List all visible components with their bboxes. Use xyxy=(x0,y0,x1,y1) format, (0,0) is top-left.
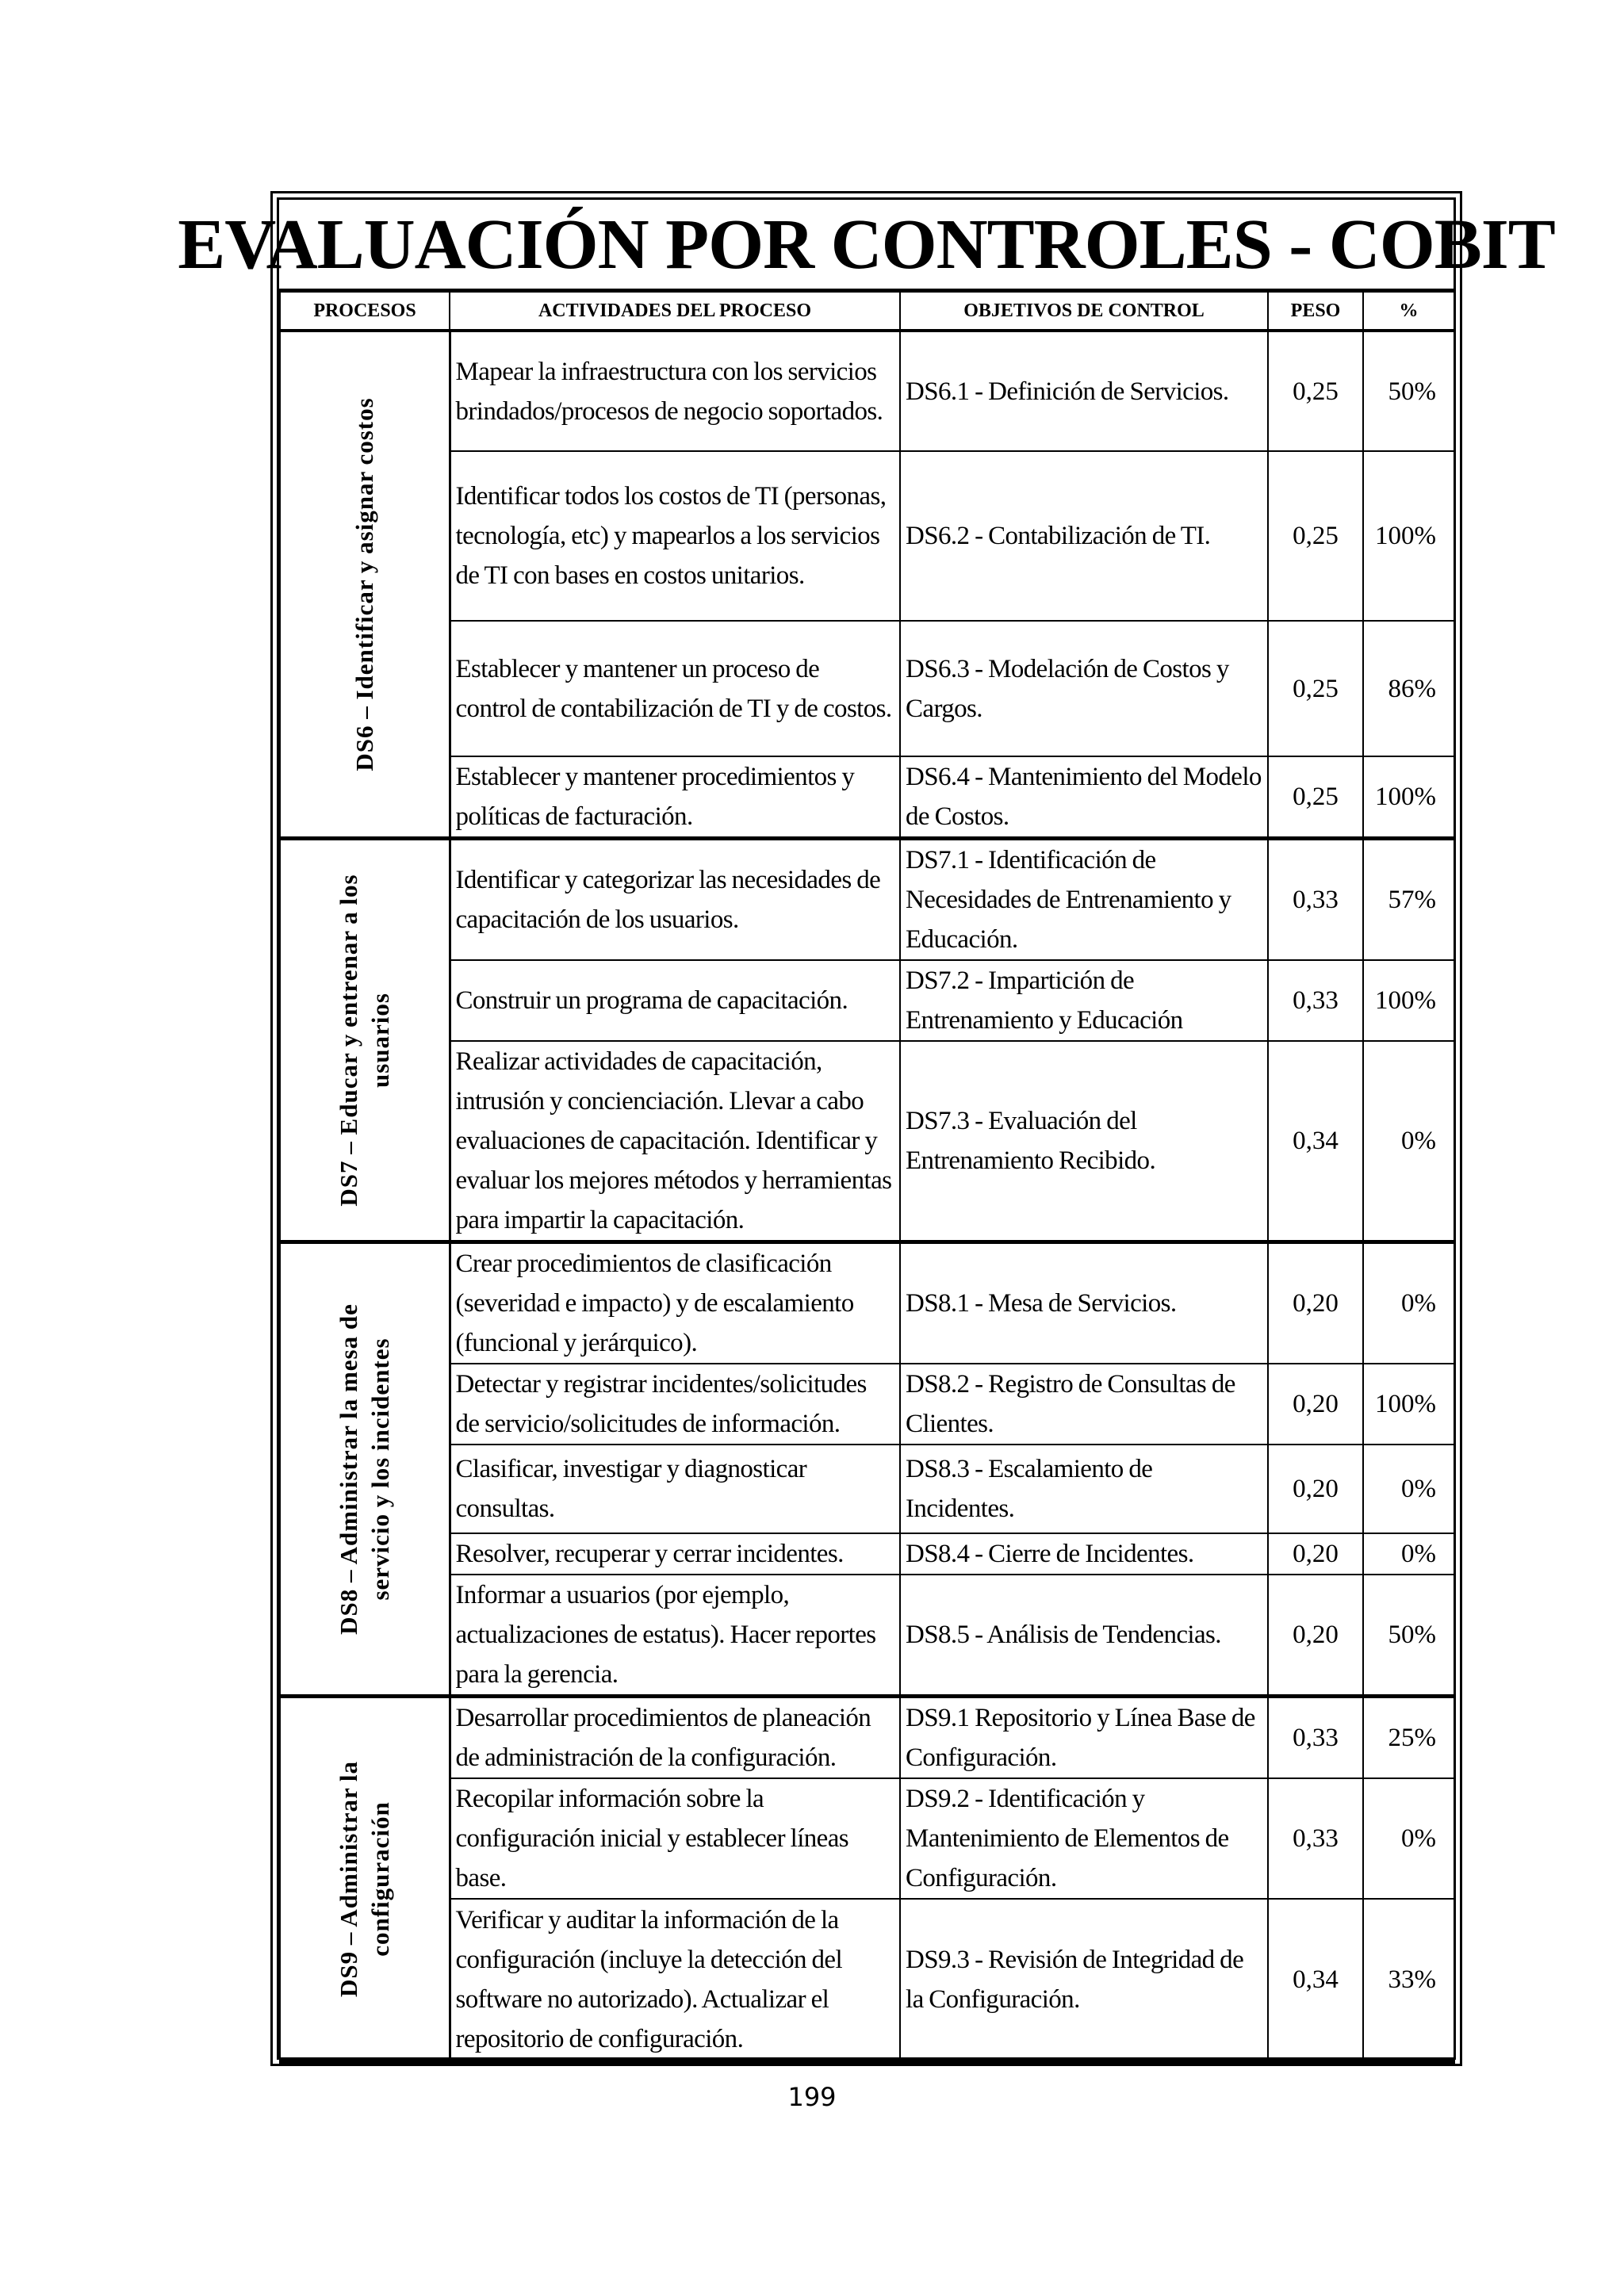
activity-cell: Detectar y registrar incidentes/solicitudes de servicio/solicitudes de información. xyxy=(450,1364,900,1445)
header-percent: % xyxy=(1363,292,1454,331)
process-cell xyxy=(280,839,450,1242)
header-actividades: ACTIVIDADES DEL PROCESO xyxy=(450,292,900,331)
activity-cell: Resolver, recuperar y cerrar incidentes. xyxy=(450,1533,900,1575)
activity-cell: Informar a usuarios (por ejemplo, actualizaciones de estatus). Hacer reportes para la gerencia. xyxy=(450,1575,900,1697)
objective-cell: DS6.4 - Mantenimiento del Modelo de Costos. xyxy=(900,756,1268,839)
table-row xyxy=(280,1697,1454,1779)
page-title: EVALUACIÓN POR CONTROLES - COBIT xyxy=(279,200,1454,291)
activity-cell: Identificar y categorizar las necesidades de capacitación de los usuarios. xyxy=(450,839,900,961)
percent-cell: 0% xyxy=(1363,1533,1454,1575)
process-label xyxy=(333,874,396,1206)
process-label xyxy=(333,1303,396,1635)
weight-cell: 0,33 xyxy=(1268,1697,1363,1779)
objective-cell: DS9.1 Repositorio y Línea Base de Configuración. xyxy=(900,1697,1268,1779)
weight-cell: 0,20 xyxy=(1268,1533,1363,1575)
header-objetivos: OBJETIVOS DE CONTROL xyxy=(900,292,1268,331)
process-label-line: configuración xyxy=(366,1800,394,1957)
table-header-row xyxy=(280,292,1454,331)
process-label-line: DS7 – Educar y entrenar a los xyxy=(334,874,362,1207)
activity-cell: Construir un programa de capacitación. xyxy=(450,960,900,1041)
process-label xyxy=(333,1761,396,1997)
activity-cell: Recopilar información sobre la configuración inicial y establecer líneas base. xyxy=(450,1778,900,1899)
table-row xyxy=(280,621,1454,756)
table-row xyxy=(280,1533,1454,1575)
objective-cell: DS8.2 - Registro de Consultas de Clientes. xyxy=(900,1364,1268,1445)
process-label-line: DS8 – Administrar la mesa de xyxy=(334,1303,362,1635)
percent-cell: 57% xyxy=(1363,839,1454,961)
page-number: 199 xyxy=(787,2082,837,2112)
percent-cell: 100% xyxy=(1363,756,1454,839)
objective-cell: DS7.1 - Identificación de Necesidades de Entrenamiento y Educación. xyxy=(900,839,1268,961)
table-row xyxy=(280,1575,1454,1697)
activity-cell: Crear procedimientos de clasificación (severidad e impacto) y de escalamiento (funcional y jerárquico). xyxy=(450,1242,900,1364)
objective-cell: DS8.5 - Análisis de Tendencias. xyxy=(900,1575,1268,1697)
weight-cell: 0,25 xyxy=(1268,621,1363,756)
percent-cell: 33% xyxy=(1363,1899,1454,2061)
activity-cell: Realizar actividades de capacitación, intrusión y concienciación. Llevar a cabo evaluaciones de capacitación. Identificar y evaluar los mejores métodos y herramientas para impartir la capacitación. xyxy=(450,1041,900,1242)
weight-cell: 0,20 xyxy=(1268,1242,1363,1364)
activity-cell: Clasificar, investigar y diagnosticar consultas. xyxy=(450,1445,900,1533)
percent-cell: 100% xyxy=(1363,960,1454,1041)
weight-cell: 0,33 xyxy=(1268,960,1363,1041)
activity-cell: Mapear la infraestructura con los servicios brindados/procesos de negocio soportados. xyxy=(450,331,900,451)
table-row xyxy=(280,451,1454,621)
percent-cell: 25% xyxy=(1363,1697,1454,1779)
process-label-line: servicio y los incidentes xyxy=(366,1337,394,1601)
objective-cell: DS8.4 - Cierre de Incidentes. xyxy=(900,1533,1268,1575)
process-label-line: DS6 – Identificar y asignar costos xyxy=(350,397,378,771)
objective-cell: DS7.2 - Impartición de Entrenamiento y Educación xyxy=(900,960,1268,1041)
cobit-evaluation-table xyxy=(279,291,1455,2064)
activity-cell: Identificar todos los costos de TI (personas, tecnología, etc) y mapearlos a los servicios de TI con bases en costos unitarios. xyxy=(450,451,900,621)
process-cell xyxy=(280,1242,450,1697)
percent-cell: 50% xyxy=(1363,1575,1454,1697)
weight-cell: 0,25 xyxy=(1268,756,1363,839)
process-label-line: DS9 – Administrar la xyxy=(334,1760,362,1997)
objective-cell: DS7.3 - Evaluación del Entrenamiento Recibido. xyxy=(900,1041,1268,1242)
weight-cell: 0,20 xyxy=(1268,1445,1363,1533)
table-row xyxy=(280,331,1454,451)
percent-cell: 100% xyxy=(1363,451,1454,621)
activity-cell: Desarrollar procedimientos de planeación de administración de la configuración. xyxy=(450,1697,900,1779)
activity-cell: Verificar y auditar la información de la configuración (incluye la detección del software no autorizado). Actualizar el repositorio de configuración. xyxy=(450,1899,900,2061)
process-label xyxy=(349,397,381,771)
table-row xyxy=(280,1364,1454,1445)
objective-cell: DS8.3 - Escalamiento de Incidentes. xyxy=(900,1445,1268,1533)
process-label-line: usuarios xyxy=(366,993,394,1088)
table-row xyxy=(280,1445,1454,1533)
process-cell xyxy=(280,331,450,839)
objective-cell: DS9.3 - Revisión de Integridad de la Configuración. xyxy=(900,1899,1268,2061)
percent-cell: 0% xyxy=(1363,1778,1454,1899)
table-row xyxy=(280,1041,1454,1242)
weight-cell: 0,33 xyxy=(1268,839,1363,961)
objective-cell: DS8.1 - Mesa de Servicios. xyxy=(900,1242,1268,1364)
objective-cell: DS9.2 - Identificación y Mantenimiento de Elementos de Configuración. xyxy=(900,1778,1268,1899)
percent-cell: 100% xyxy=(1363,1364,1454,1445)
weight-cell: 0,25 xyxy=(1268,451,1363,621)
weight-cell: 0,34 xyxy=(1268,1041,1363,1242)
objective-cell: DS6.3 - Modelación de Costos y Cargos. xyxy=(900,621,1268,756)
weight-cell: 0,34 xyxy=(1268,1899,1363,2061)
table-row xyxy=(280,839,1454,961)
percent-cell: 86% xyxy=(1363,621,1454,756)
percent-cell: 0% xyxy=(1363,1041,1454,1242)
table-row xyxy=(280,1242,1454,1364)
process-cell xyxy=(280,1697,450,2062)
header-procesos: PROCESOS xyxy=(280,292,450,331)
weight-cell: 0,25 xyxy=(1268,331,1363,451)
objective-cell: DS6.2 - Contabilización de TI. xyxy=(900,451,1268,621)
table-row xyxy=(280,960,1454,1041)
weight-cell: 0,20 xyxy=(1268,1575,1363,1697)
activity-cell: Establecer y mantener un proceso de control de contabilización de TI y de costos. xyxy=(450,621,900,756)
table-row xyxy=(280,1778,1454,1899)
table-row xyxy=(280,1899,1454,2061)
header-peso: PESO xyxy=(1268,292,1363,331)
objective-cell: DS6.1 - Definición de Servicios. xyxy=(900,331,1268,451)
activity-cell: Establecer y mantener procedimientos y políticas de facturación. xyxy=(450,756,900,839)
percent-cell: 0% xyxy=(1363,1445,1454,1533)
percent-cell: 50% xyxy=(1363,331,1454,451)
table-row xyxy=(280,756,1454,839)
percent-cell: 0% xyxy=(1363,1242,1454,1364)
weight-cell: 0,20 xyxy=(1268,1364,1363,1445)
weight-cell: 0,33 xyxy=(1268,1778,1363,1899)
